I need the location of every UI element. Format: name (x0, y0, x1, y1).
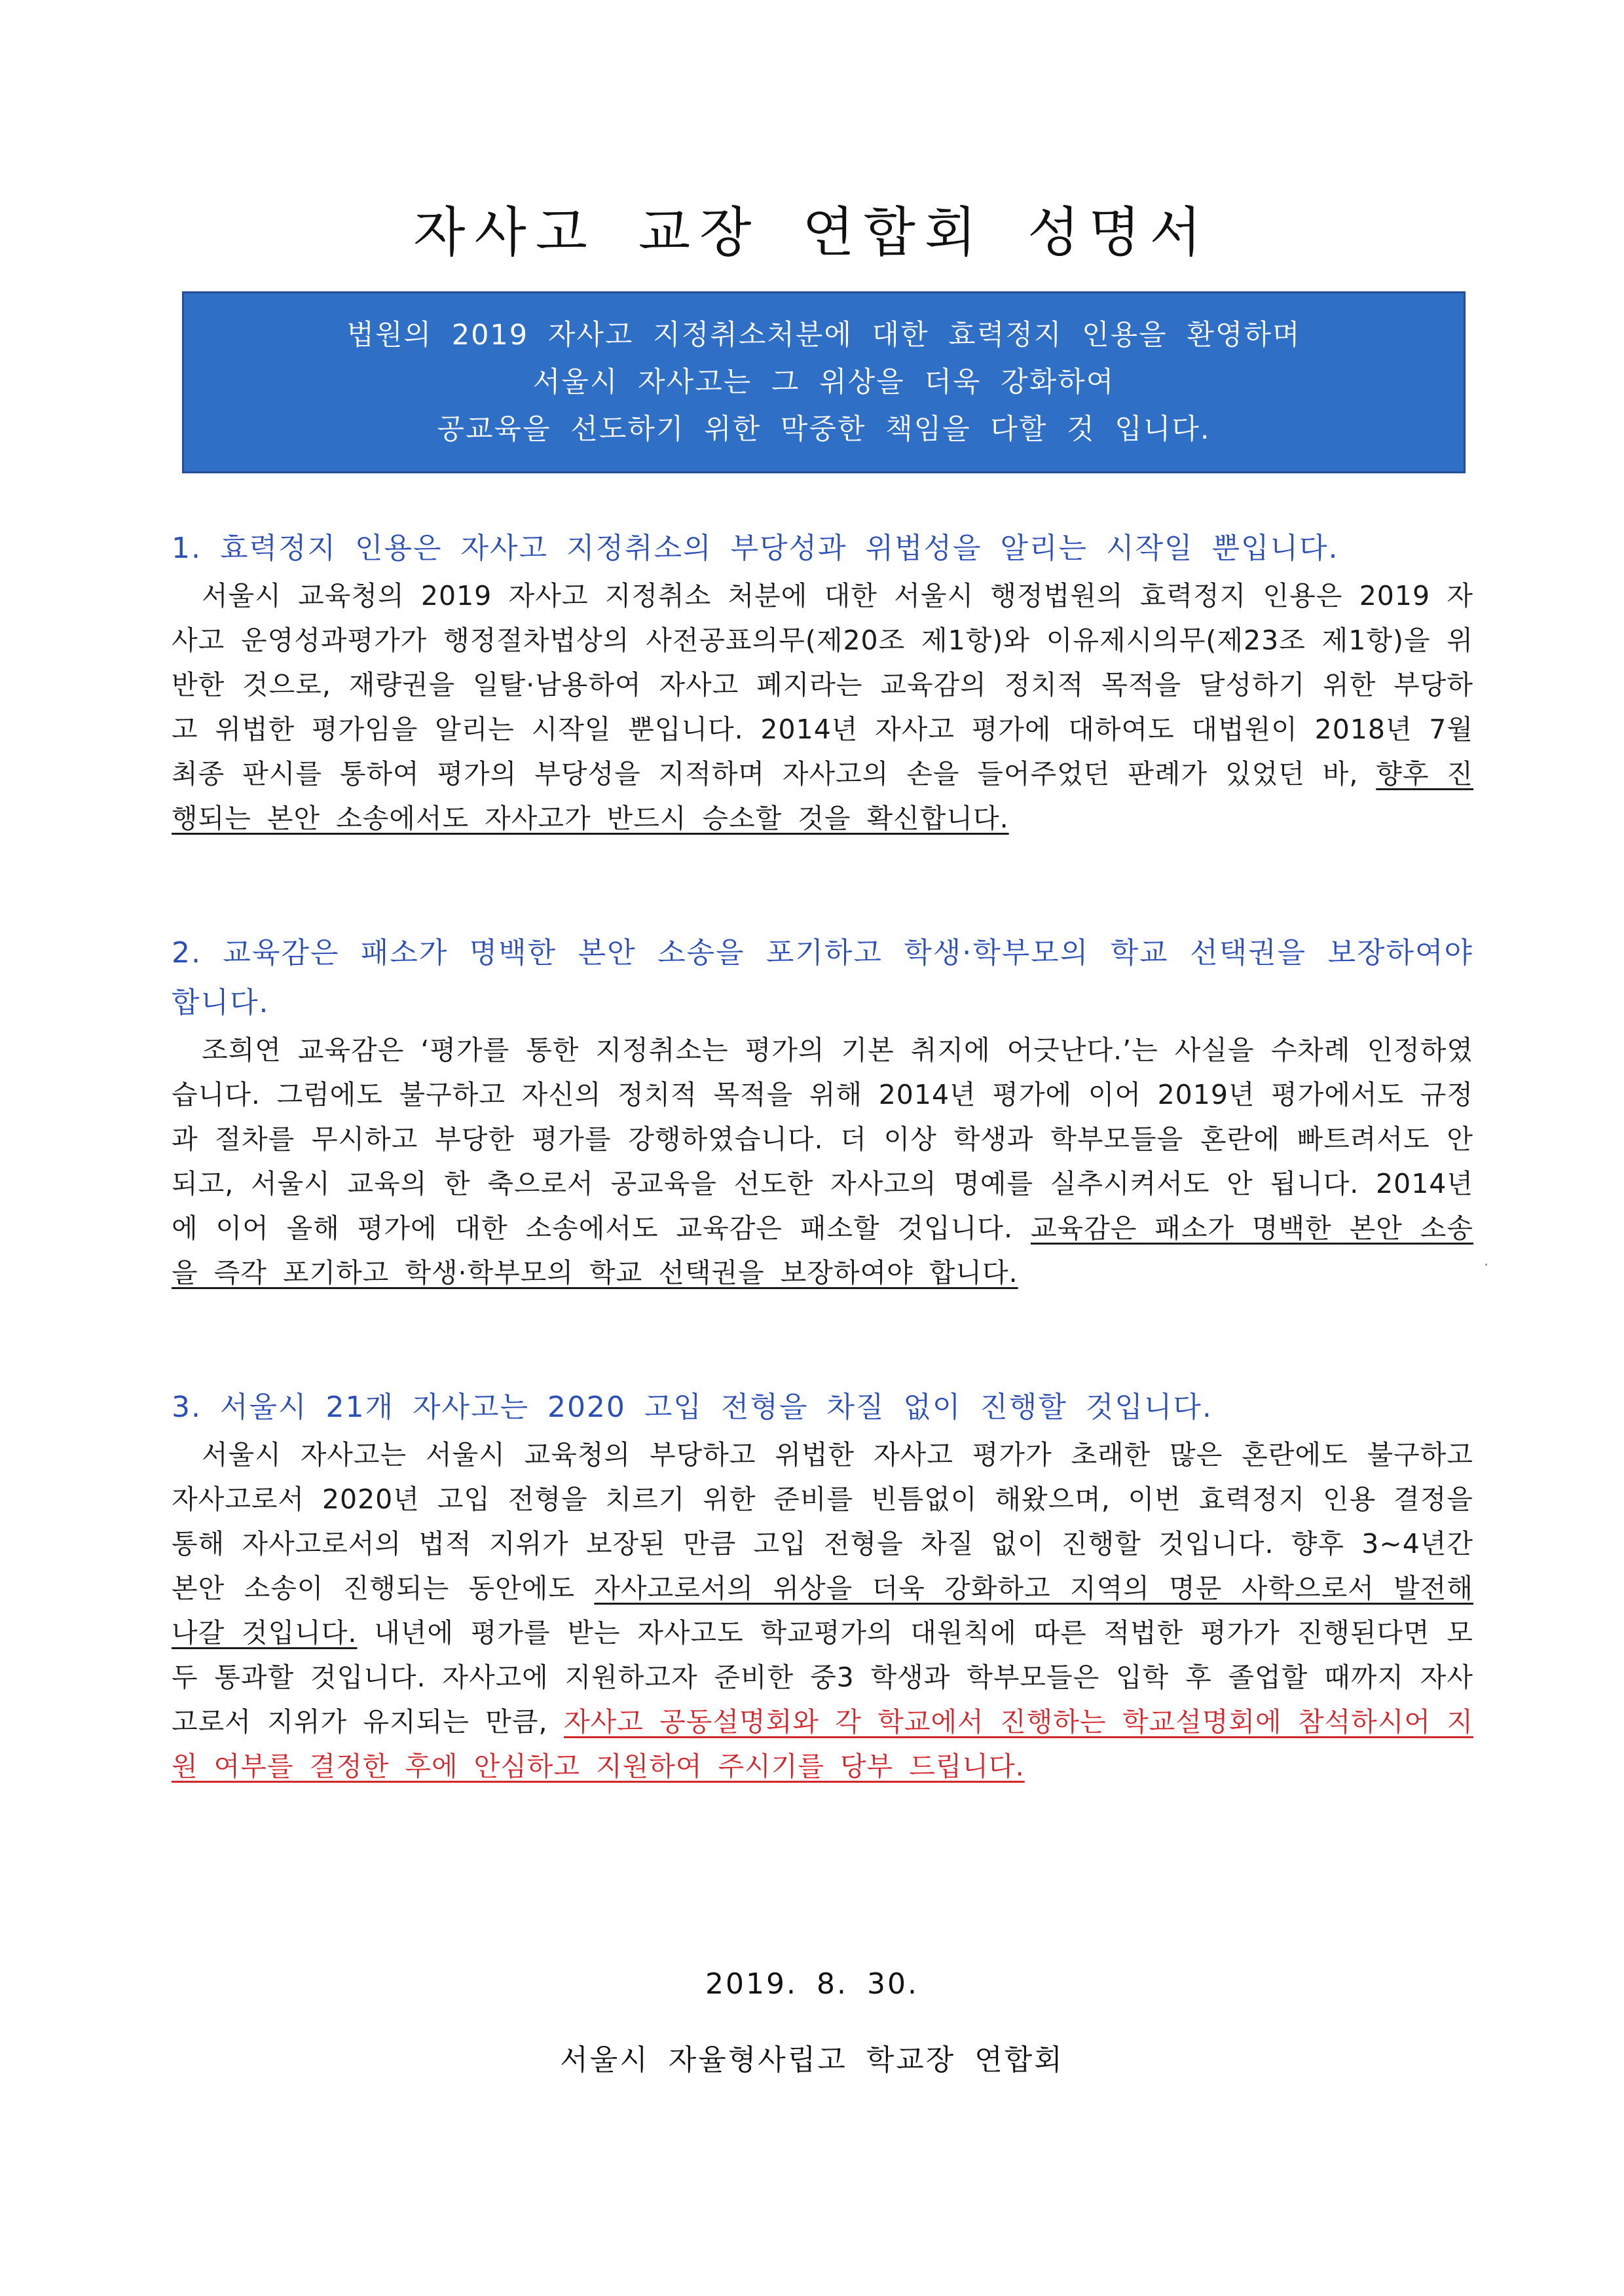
section-1-heading: 1. 효력정지 인용은 자사고 지정취소의 부당성과 위법성을 알리는 시작일 뿐입니다. (172, 532, 1339, 565)
section-2 (172, 928, 1473, 1295)
summary-banner (182, 291, 1466, 473)
section-2-body-text: 조희연 교육감은 ‘평가를 통한 지정취소는 평가의 기본 취지에 어긋난다.’는 사실을 수차례 인정하였습니다. 그럼에도 불구하고 자신의 정치적 목적을 위해 2014년 평가에 이어 2019년 평가에서도 규정과 절차를 무시하고 부당한 평가를 강행하였습니다. 더 이상 학생과 학부모들을 혼란에 빠트려서도 안 되고, 서울시 교육의 한 축으로서 공교육을 선도한 자사고의 명예를 실추시켜서도 안 됩니다. 2014년에 이어 올해 평가에 대한 소송에서도 교육감은 패소할 것입니다. (172, 1034, 1473, 1244)
section-3-body (172, 1432, 1473, 1789)
section-1 (172, 524, 1473, 841)
section-1-body-text: 서울시 교육청의 2019 자사고 지정취소 처분에 대한 서울시 행정법원의 효력정지 인용은 2019 자사고 운영성과평가가 행정절차법상의 사전공표의무(제20조 제1항)와 이유제시의무(제23조 제1항)을 위반한 것으로, 재량권을 일탈·남용하여 자사고 폐지라는 교육감의 정치적 목적을 달성하기 위한 부당하고 위법한 평가임을 알리는 시작일 뿐입니다. 2014년 자사고 평가에 대하여도 대법원이 2018년 7월 최종 판시를 통하여 평가의 부당성을 지적하며 자사고의 손을 들어주었던 판례가 있었던 바, (172, 580, 1473, 790)
section-3 (172, 1383, 1473, 1789)
section-3-body-text-1: 서울시 자사고는 서울시 교육청의 부당하고 위법한 자사고 평가가 초래한 많은 혼란에도 불구하고 자사고로서 2020년 고입 전형을 치르기 위한 준비를 빈틈없이 해왔으며, 이번 효력정지 인용 결정을 통해 자사고로서의 법적 지위가 보장된 만큼 고입 전형을 차질 없이 진행할 것입니다. 향후 3~4년간 본안 소송이 진행되는 동안에도 (172, 1439, 1473, 1604)
section-3-emphasis: 자사고로서의 위상을 더욱 강화하고 지역의 명문 사학으로서 발전해 나갈 것입니다. (172, 1573, 1473, 1649)
section-3-heading: 3. 서울시 21개 자사고는 2020 고입 전형을 차질 없이 진행할 것입니다. (172, 1391, 1213, 1424)
section-2-emphasis: 교육감은 패소가 명백한 본안 소송을 즉각 포기하고 학생·학부모의 학교 선택권을 보장하여야 합니다. (172, 1212, 1473, 1288)
banner-line-3: 공교육을 선도하기 위한 막중한 책임을 다할 것 입니다. (437, 413, 1211, 446)
section-2-heading: 2. 교육감은 패소가 명백한 본안 소송을 포기하고 학생·학부모의 학교 선택권을 보장하여야 합니다. (172, 936, 1473, 1019)
scan-speck (1485, 1264, 1487, 1266)
banner-line-2: 서울시 자사고는 그 위상을 더욱 강화하여 (532, 366, 1115, 399)
section-1-body (172, 574, 1473, 841)
document-title: 자사고 교장 연합회 성명서 (413, 202, 1211, 264)
section-1-emphasis: 향후 진행되는 본안 소송에서도 자사고가 반드시 승소할 것을 확신합니다. (172, 758, 1474, 834)
statement-signature: 서울시 자율형사립고 학교장 연합회 (560, 2043, 1064, 2077)
statement-date: 2019. 8. 30. (705, 1967, 919, 2001)
banner-line-1: 법원의 2019 자사고 지정취소처분에 대한 효력정지 인용을 환영하며 (346, 319, 1301, 352)
section-3-red-emphasis: 자사고 공동설명회와 각 학교에서 진행하는 학교설명회에 참석하시어 지원 여부를 결정한 후에 안심하고 지원하여 주시기를 당부 드립니다. (172, 1706, 1474, 1782)
section-2-body (172, 1028, 1473, 1295)
section-3-body-text-2: 내년에 평가를 받는 자사고도 학교평가의 대원칙에 따른 적법한 평가가 진행된다면 모두 통과할 것입니다. 자사고에 지원하고자 준비한 중3 학생과 학부모들은 입학 후 졸업할 때까지 자사고로서 지위가 유지되는 만큼, (172, 1617, 1473, 1738)
